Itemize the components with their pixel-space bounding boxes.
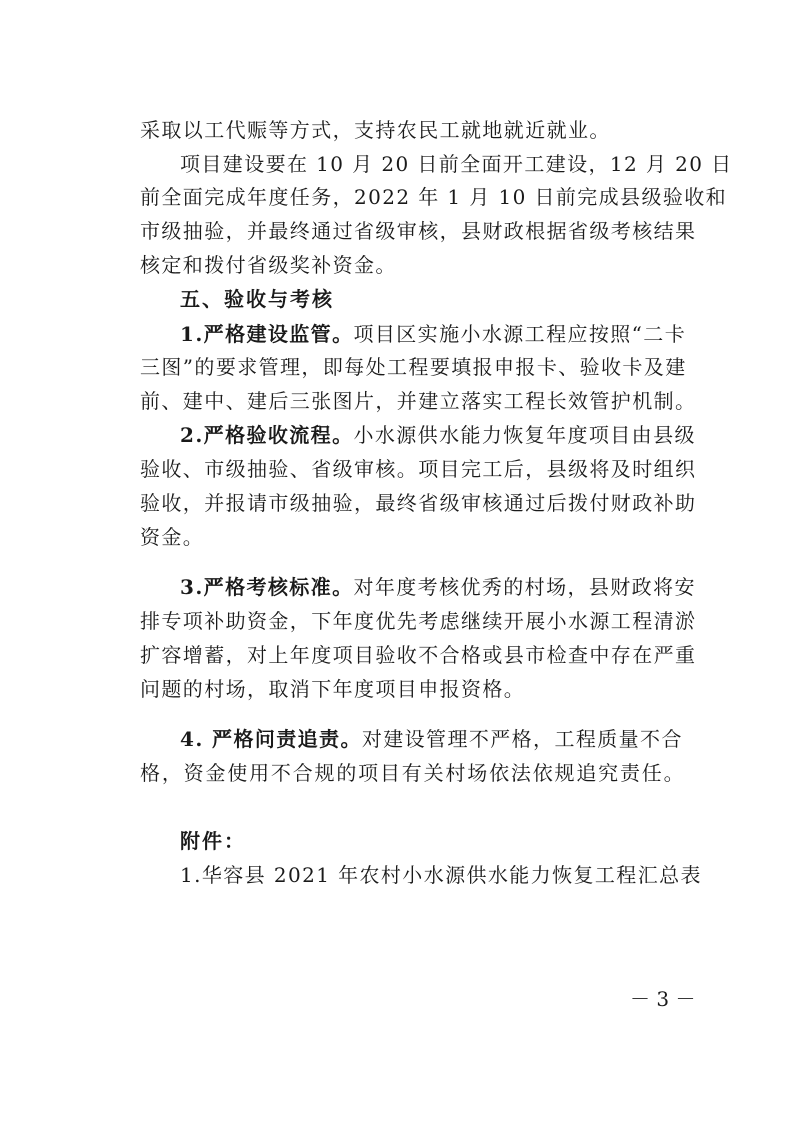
paragraph-line: 核定和拨付省级奖补资金。	[140, 253, 397, 277]
item-text: 项目区实施小水源工程应按照“二卡	[353, 322, 687, 346]
item-text: 对建设管理不严格，工程质量不合	[361, 727, 683, 751]
paragraph-line: 扩容增蓄，对上年度项目验收不合格或县市检查中存在严重	[140, 643, 697, 667]
paragraph-line: 前、建中、建后三张图片，并建立落实工程长效管护机制。	[140, 389, 697, 413]
paragraph-line: 前全面完成年度任务，2022 年 1 月 10 日前完成县级验收和	[140, 185, 728, 209]
item-title: 3.严格考核标准。	[180, 575, 354, 599]
section-heading: 五、验收与考核	[180, 287, 334, 311]
item-text: 小水源供水能力恢复年度项目由县级	[353, 423, 696, 447]
paragraph-line: 问题的村场，取消下年度项目申报资格。	[140, 677, 526, 701]
paragraph-line: 验收，并报请市级抽验，最终省级审核通过后拨付财政补助	[140, 491, 697, 515]
paragraph-line: 格，资金使用不合规的项目有关村场依法依规追究责任。	[140, 761, 685, 785]
list-item-line	[180, 421, 696, 449]
paragraph-line: 采取以工代赈等方式，支持农民工就地就近就业。	[140, 118, 611, 142]
attachment-item: 1.华容县 2021 年农村小水源供水能力恢复工程汇总表	[180, 863, 702, 887]
paragraph-line: 项目建设要在 10 月 20 日前全面开工建设，12 月 20 日	[180, 152, 733, 176]
item-title: 2.严格验收流程。	[180, 423, 354, 447]
paragraph-line: 排专项补助资金，下年度优先考虑继续开展小水源工程清淤	[140, 609, 697, 633]
list-item-line	[180, 725, 685, 753]
paragraph-line: 资金。	[140, 525, 205, 549]
attachments-label: 附件：	[180, 829, 246, 853]
page-number: － 3 －	[630, 987, 696, 1011]
paragraph-line: 三图”的要求管理，即每处工程要填报申报卡、验收卡及建	[140, 355, 687, 379]
paragraph-line: 验收、市级抽验、省级审核。项目完工后，县级将及时组织	[140, 457, 697, 481]
item-text: 对年度考核优秀的村场，县财政将安	[353, 575, 696, 599]
item-title: 1.严格建设监管。	[180, 322, 354, 346]
item-title: 4. 严格问责追责。	[180, 727, 362, 751]
list-item-line	[180, 320, 685, 348]
paragraph-line: 市级抽验，并最终通过省级审核，县财政根据省级考核结果	[140, 219, 697, 243]
list-item-line	[180, 573, 696, 601]
